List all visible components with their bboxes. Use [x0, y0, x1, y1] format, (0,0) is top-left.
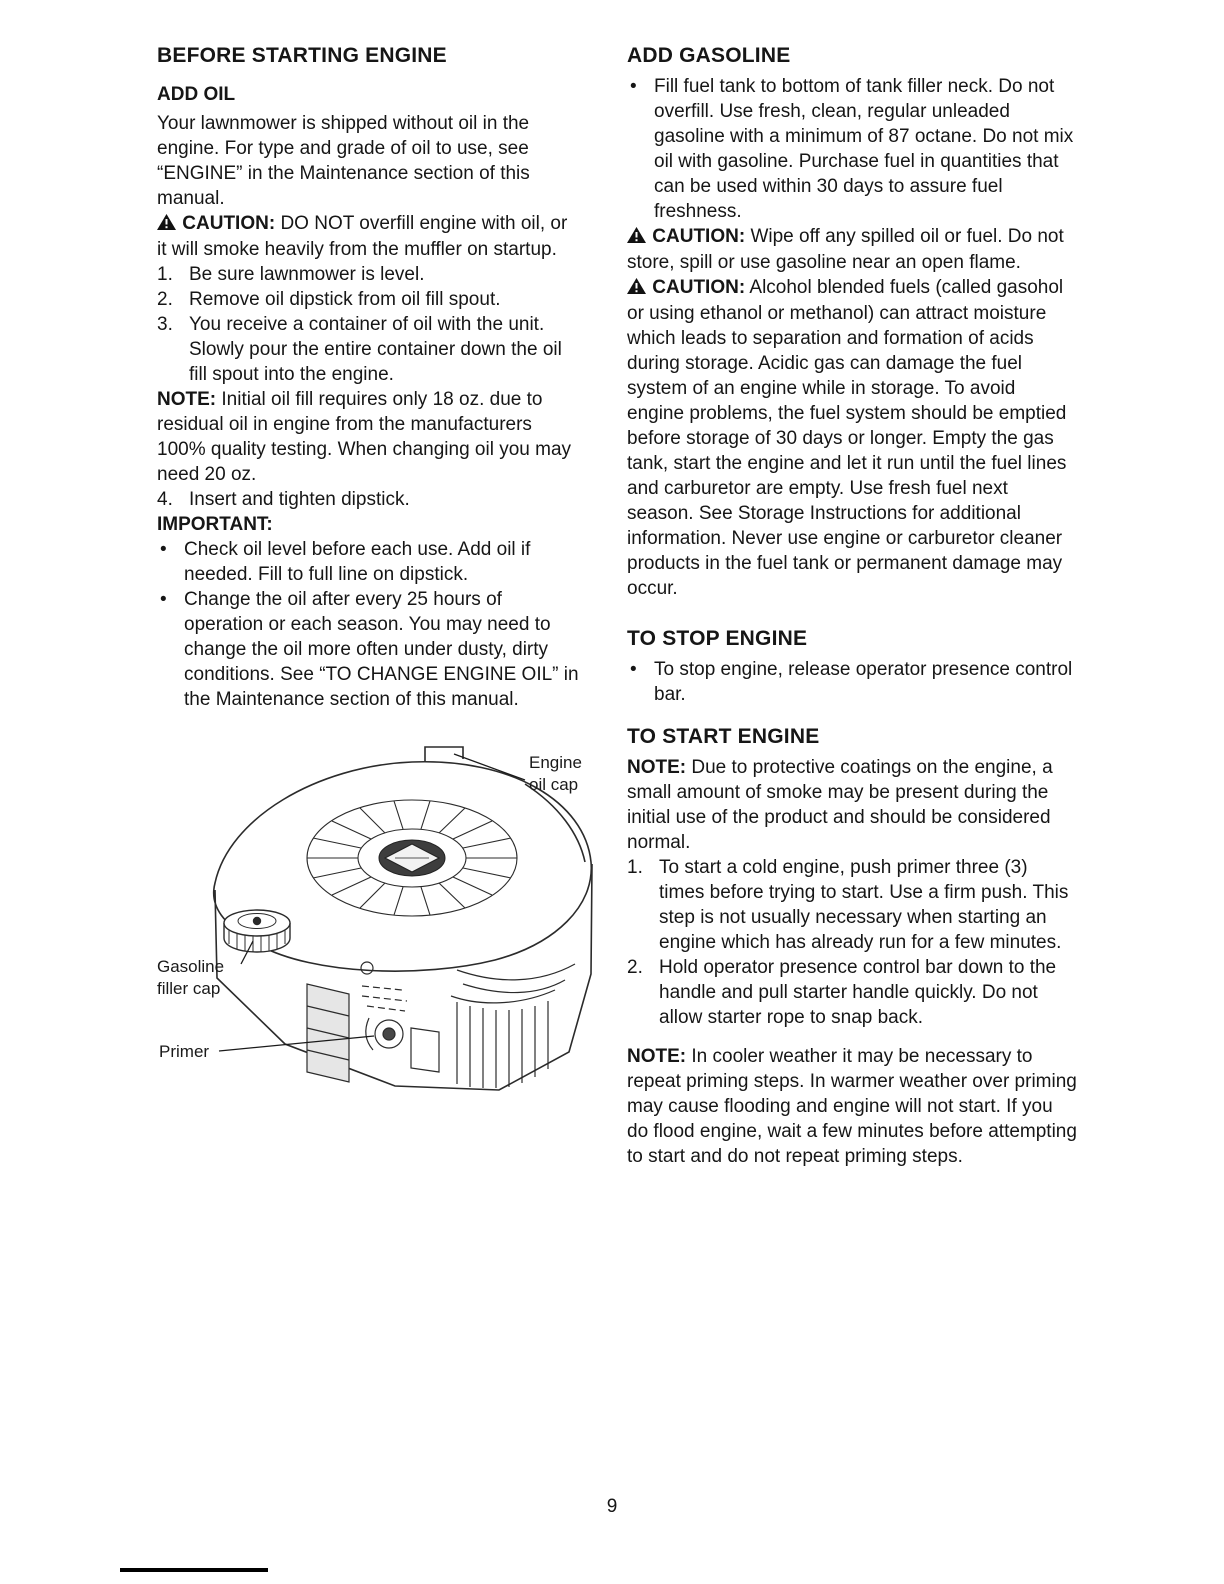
list-text: Be sure lawnmower is level. [189, 264, 425, 285]
list-text: Fill fuel tank to bottom of tank filler neck. Do not overfill. Use fresh, clean, regular unleaded gasoline with a minimum of 87 octane. Do not mix oil with gasoline. Purchase fuel in quantities that can be used within 30 days to assure fuel freshness. [654, 76, 1074, 222]
list-text: To stop engine, release operator presence control bar. [654, 659, 1073, 705]
heading-to-start-engine: TO START ENGINE [627, 725, 820, 748]
important-label: IMPORTANT: [157, 514, 273, 535]
list-number: 4. [157, 489, 173, 510]
list-text: Remove oil dipstick from oil fill spout. [189, 289, 501, 310]
list-text: Change the oil after every 25 hours of operation or each season. You may need to change the oil more often under dusty, dirty conditions. See “TO CHANGE ENGINE OIL” in the Maintenance section of this manual. [184, 589, 579, 710]
gasoline-caution-1 [627, 224, 1077, 275]
bullet-marker: • [160, 539, 167, 560]
heading-to-stop-engine: TO STOP ENGINE [627, 627, 808, 650]
list-text: Hold operator presence control bar down to the handle and pull starter handle quickly. Do not allow starter rope to snap back. [659, 957, 1057, 1028]
heading-add-gasoline: ADD GASOLINE [627, 44, 791, 67]
engine-oil-cap-label: Engine oil cap [529, 753, 582, 794]
caution-label: CAUTION: [652, 226, 746, 247]
heading-before-starting-engine: BEFORE STARTING ENGINE [157, 44, 447, 67]
list-number: 2. [627, 957, 643, 978]
oil-step-4 [157, 487, 581, 512]
gas-cap [224, 910, 290, 952]
note-text: In cooler weather it may be necessary to repeat priming steps. In warmer weather over priming may cause flooding and engine will not start. If you do flood engine, wait a few minutes before attempting to start and do not repeat priming steps. [627, 1046, 1077, 1167]
gasoline-caution-2 [627, 275, 1077, 601]
stop-engine-bullet [627, 657, 1077, 707]
left-column [157, 44, 581, 1169]
list-text: Check oil level before each use. Add oil if needed. Fill to full line on dipstick. [184, 539, 531, 585]
start-note-2 [627, 1044, 1077, 1169]
caution-label: CAUTION: [182, 213, 276, 234]
right-column [627, 44, 1077, 1169]
oil-step-2 [157, 287, 581, 312]
gasoline-bullet [627, 74, 1077, 224]
bullet-marker: • [630, 659, 637, 680]
caution-text: Alcohol blended fuels (called gasohol or using ethanol or methanol) can attract moisture which leads to separation and formation of acids during storage. Acidic gas can damage the fuel system of an engine while in storage. To avoid engine problems, the fuel system should be emptied before storage of 30 days or longer. Empty the gas tank, start the engine and let it run until the fuel lines and carburetor are empty. Use fresh fuel next season. See Storage Instructions for additional information. Never use engine or carburetor cleaner products in the fuel tank or permanent damage may occur. [627, 277, 1067, 599]
caution-label: CAUTION: [652, 277, 746, 298]
caution-icon [627, 225, 646, 250]
add-oil-intro: Your lawnmower is shipped without oil in the engine. For type and grade of oil to use, see “ENGINE” in the Maintenance section of this manual. [157, 113, 530, 209]
oil-note [157, 387, 581, 487]
scan-artifact-line [120, 1568, 268, 1572]
note-label: NOTE: [627, 757, 687, 778]
list-text: To start a cold engine, push primer three (3) times before trying to start. Use a firm push. This step is not usually necessary when starting an engine which has already run for a few minutes. [659, 857, 1069, 953]
list-number: 1. [157, 264, 173, 285]
heading-add-oil: ADD OIL [157, 84, 236, 105]
manual-page-content [157, 44, 1077, 1169]
list-text: You receive a container of oil with the unit. Slowly pour the entire container down the oil fill spout into the engine. [189, 314, 562, 385]
caution-text: Wipe off any spilled oil or fuel. Do not store, spill or use gasoline near an open flame. [627, 226, 1064, 273]
add-oil-caution [157, 211, 581, 262]
list-number: 1. [627, 857, 643, 878]
engine-details [307, 962, 575, 1088]
note-label: NOTE: [627, 1046, 687, 1067]
note-text: Due to protective coatings on the engine, a small amount of smoke may be present during the initial use of the product and should be considered normal. [627, 757, 1053, 853]
caution-icon [157, 212, 176, 237]
start-note-1 [627, 755, 1077, 855]
oil-step-3 [157, 312, 581, 387]
start-step-1 [627, 855, 1077, 955]
bullet-marker: • [630, 76, 637, 97]
bullet-marker: • [160, 589, 167, 610]
oil-step-1 [157, 262, 581, 287]
note-text: Initial oil fill requires only 18 oz. due to residual oil in engine from the manufacturers 100% quality testing. When changing oil you may need 20 oz. [157, 389, 572, 485]
caution-icon [627, 276, 646, 301]
start-step-2 [627, 955, 1077, 1030]
page-number: 9 [606, 1496, 618, 1517]
list-number: 2. [157, 289, 173, 310]
important-item-2 [157, 587, 581, 712]
gasoline-filler-cap-label: Gasoline filler cap [157, 957, 225, 998]
engine-illustration [157, 738, 627, 1103]
list-number: 3. [157, 314, 173, 335]
flywheel-center-badge [379, 840, 445, 876]
caution-text: DO NOT overfill engine with oil, or it will smoke heavily from the muffler on startup. [157, 213, 568, 260]
important-item-1 [157, 537, 581, 587]
primer-label: Primer [159, 1042, 210, 1061]
note-label: NOTE: [157, 389, 217, 410]
list-text: Insert and tighten dipstick. [189, 489, 410, 510]
